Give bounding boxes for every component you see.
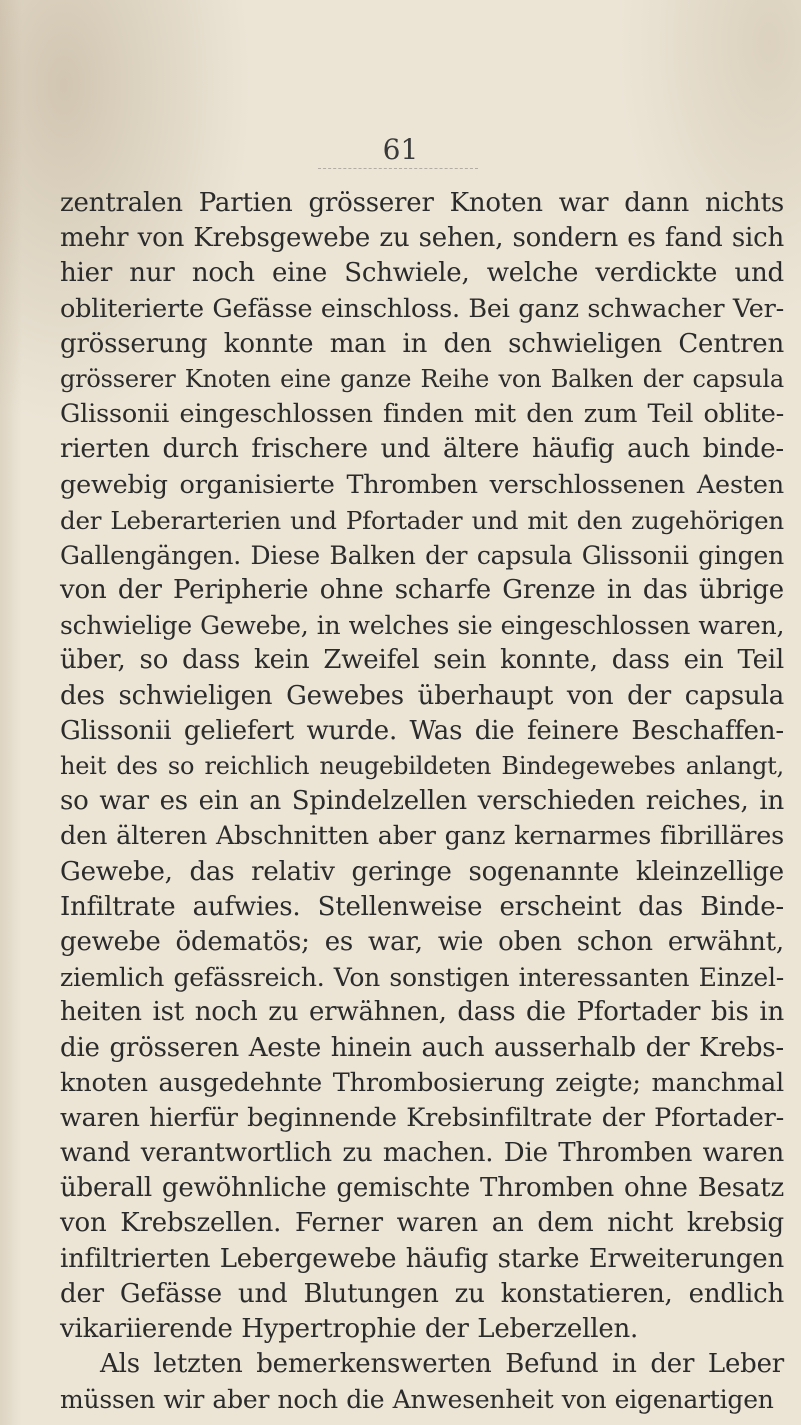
page-number: 61: [382, 133, 419, 166]
text-line: rierten durch frischere und ältere häufig auch binde-: [60, 434, 784, 465]
text-line: müssen wir aber noch die Anwesenheit von eigenartigen: [60, 1385, 774, 1415]
text-line: grösserung konnte man in den schwieligen Centren: [60, 328, 784, 359]
text-line: so war es ein an Spindelzellen verschieden reiches, in: [60, 786, 784, 817]
text-line: von Krebszellen. Ferner waren an dem nicht krebsig: [60, 1208, 784, 1239]
text-line: Als letzten bemerkenswerten Befund in der Leber: [100, 1349, 784, 1380]
text-line: die grösseren Aeste hinein auch ausserhalb der Krebs-: [60, 1032, 784, 1063]
text-line: grösserer Knoten eine ganze Reihe von Balken der capsula: [60, 364, 784, 393]
text-line: hier nur noch eine Schwiele, welche verdickte und: [60, 258, 784, 289]
text-line: knoten ausgedehnte Thrombosierung zeigte; manchmal: [60, 1067, 784, 1098]
text-line: gewebig organisierte Thromben verschlossenen Aesten: [60, 469, 784, 500]
text-line: gewebe ödematös; es war, wie oben schon erwähnt,: [60, 926, 784, 957]
text-line: den älteren Abschnitten aber ganz kernarmes fibrilläres: [60, 821, 784, 852]
text-line: wand verantwortlich zu machen. Die Thromben waren: [60, 1138, 784, 1169]
text-line: ziemlich gefässreich. Von sonstigen interessanten Einzel-: [60, 963, 784, 993]
text-line: der Gefässe und Blutungen zu konstatieren, endlich: [60, 1278, 784, 1309]
text-line: Glissonii eingeschlossen finden mit den zum Teil oblite-: [60, 399, 784, 430]
text-line: vikariierende Hypertrophie der Leberzellen.: [60, 1314, 639, 1344]
text-line: heiten ist noch zu erwähnen, dass die Pfortader bis in: [60, 997, 784, 1028]
text-line: Gewebe, das relativ geringe sogenannte kleinzellige: [60, 856, 784, 887]
text-line: über, so dass kein Zweifel sein konnte, dass ein Teil: [60, 645, 784, 676]
text-line: schwielige Gewebe, in welches sie eingeschlossen waren,: [60, 611, 785, 641]
body-text: [60, 186, 784, 1418]
text-line: zentralen Partien grösserer Knoten war dann nichts: [60, 188, 784, 218]
text-line: Glissonii geliefert wurde. Was die feinere Beschaffen-: [60, 715, 784, 746]
text-line: obliterierte Gefässe einschloss. Bei ganz schwacher Ver-: [60, 293, 784, 324]
text-line: von der Peripherie ohne scharfe Grenze in das übrige: [60, 575, 784, 606]
text-line: waren hierfür beginnende Krebsinfiltrate der Pfortader-: [60, 1102, 784, 1133]
header-rule: [318, 168, 478, 169]
text-line: mehr von Krebsgewebe zu sehen, sondern es fand sich: [60, 223, 784, 254]
text-line: überall gewöhnliche gemischte Thromben ohne Besatz: [60, 1173, 784, 1204]
text-line: infiltrierten Lebergewebe häufig starke Erweiterungen: [60, 1243, 784, 1274]
text-line: der Leberarterien und Pfortader und mit den zugehörigen: [60, 505, 784, 535]
text-line: Gallengängen. Diese Balken der capsula Glissonii gingen: [60, 540, 784, 570]
text-line: Infiltrate aufwies. Stellenweise erscheint das Binde-: [60, 891, 784, 922]
text-line: des schwieligen Gewebes überhaupt von der capsula: [60, 680, 784, 711]
text-line: heit des so reichlich neugebildeten Bindegewebes anlangt,: [60, 752, 784, 780]
